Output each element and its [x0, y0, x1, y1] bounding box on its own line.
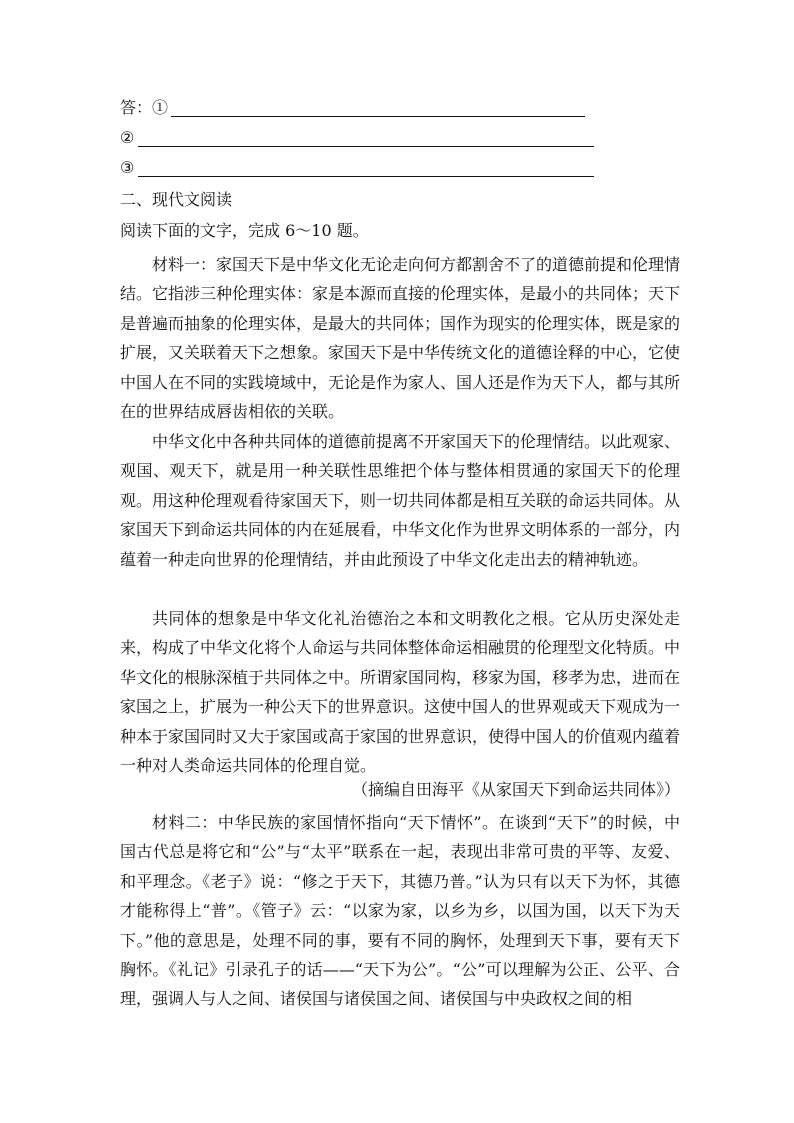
material1-paragraph-1: 材料一：家国天下是中华文化无论走向何方都割舍不了的道德前提和伦理情结。它指涉三种伦理实体：家是本源而直接的伦理实体，是最小的共同体；天下是普遍而抽象的伦理实体，是最大的共同体；国作为现实的伦理实体，既是家的扩展，又关联着天下之想象。家国天下是中华传统文化的道德诠释的中心，它使中国人在不同的实践境域中，无论是作为家人、国人还是作为天下人，都与其所在的世界结成唇齿相依的关联。	[120, 255, 681, 422]
answer-line-3	[120, 156, 134, 180]
section-heading: 二、现代文阅读	[120, 190, 233, 209]
reading-instruction: 阅读下面的文字，完成 6～10 题。	[120, 221, 369, 240]
material1-paragraph-3: 共同体的想象是中华文化礼治德治之本和文明教化之根。它从历史深处走来，构成了中华文化将个人命运与共同体整体命运相融贯的伦理型文化特质。中华文化的根脉深植于共同体之中。所谓家国同构，移家为国，移孝为忠，进而在家国之上，扩展为一种公天下的世界意识。这使中国人的世界观或天下观成为一种本于家国同时又大于家国或高于家国的世界意识，使得中国人的价值观内蕴着一种对人类命运共同体的伦理自觉。	[120, 609, 681, 776]
material1-paragraph-2: 中华文化中各种共同体的道德前提离不开家国天下的伦理情结。以此观家、观国、观天下，就是用一种关联性思维把个体与整体相贯通的家国天下的伦理观。用这种伦理观看待家国天下，则一切共同体都是相互关联的命运共同体。从家国天下到命运共同体的内在延展看，中华文化作为世界文明体系的一部分，内蕴着一种走向世界的伦理情结，并由此预设了中华文化走出去的精神轨迹。	[120, 432, 681, 569]
answer-line-2-label: ②	[120, 128, 135, 147]
material1-citation: （摘编自田海平《从家国天下到命运共同体》）	[351, 780, 680, 799]
answer-line-2	[120, 126, 134, 150]
answer-blank-1[interactable]	[171, 116, 585, 117]
answer-blank-2[interactable]	[138, 146, 594, 147]
material2-paragraph-1: 材料二：中华民族的家国情怀指向“天下情怀”。在谈到“天下”的时候，中国古代总是将它和“公”与“太平”联系在一起，表现出非常可贵的平等、友爱、和平理念。《老子》说：“修之于天下，其德乃普。”认为只有以天下为怀，其德才能称得上“普”。《管子》云：“以家为家，以乡为乡，以国为国，以天下为天下。”他的意思是，处理不同的事，要有不同的胸怀，处理到天下事，要有天下胸怀。《礼记》引录孔子的话——“天下为公”。“公”可以理解为公正、公平、合理，强调人与人之间、诸侯国与诸侯国之间、诸侯国与中央政权之间的相	[120, 813, 680, 1009]
answer-line-3-label: ③	[120, 158, 135, 177]
answer-line-1	[120, 96, 168, 120]
answer-line-1-label: 答：①	[120, 98, 169, 117]
answer-blank-3[interactable]	[138, 176, 594, 177]
